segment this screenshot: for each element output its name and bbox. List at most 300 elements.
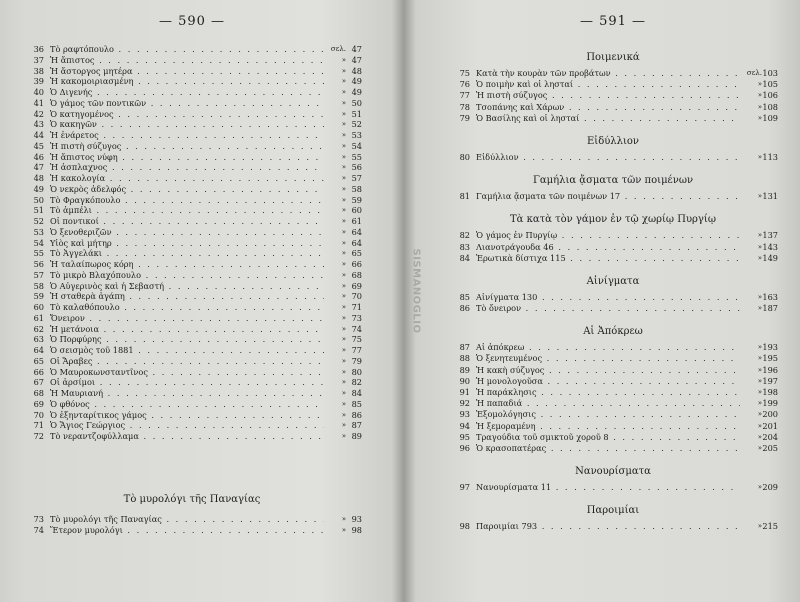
entry-title: Ὁ γάμος τῶν ποντικῶν . . . bbox=[50, 98, 324, 109]
toc-entry bbox=[22, 87, 362, 98]
page-prefix: » bbox=[757, 242, 762, 251]
entry-number: 58 bbox=[33, 280, 44, 291]
page-prefix: » bbox=[341, 163, 346, 172]
entry-number: 93 bbox=[459, 409, 470, 420]
toc-entry bbox=[448, 482, 778, 493]
entry-title: Τὸ ἀμπέλι . . . bbox=[50, 205, 324, 216]
page-prefix: » bbox=[757, 421, 762, 430]
entry-number: 62 bbox=[33, 323, 44, 334]
entry-page: 50 bbox=[351, 97, 362, 108]
toc-entry bbox=[448, 365, 778, 376]
toc-entry bbox=[22, 44, 362, 55]
entry-page: 86 bbox=[351, 409, 362, 420]
entry-page: 70 bbox=[351, 291, 362, 302]
entry-page: 137 bbox=[762, 230, 778, 241]
page-prefix: σελ. bbox=[746, 69, 762, 77]
entry-page: 196 bbox=[762, 364, 778, 375]
entry-page: 75 bbox=[351, 334, 362, 345]
entry-number: 85 bbox=[459, 291, 470, 302]
entry-page: 215 bbox=[762, 521, 778, 532]
section-heading: Γαμήλια ᾄσματα τῶν ποιμένων bbox=[532, 175, 694, 187]
entry-page: 93 bbox=[351, 514, 362, 524]
entry-page: 201 bbox=[762, 420, 778, 431]
entry-number: 91 bbox=[459, 387, 470, 397]
entry-number: 43 bbox=[33, 119, 44, 130]
entry-title: Τὸ νεραντζοφύλλαμα . . . bbox=[50, 431, 324, 442]
entry-title: Τὸ Ἀγγελάκι . . . bbox=[50, 248, 324, 259]
toc-entry bbox=[22, 55, 362, 66]
toc-entry bbox=[22, 388, 362, 399]
entry-number: 69 bbox=[33, 398, 44, 409]
entry-number: 51 bbox=[33, 205, 44, 216]
entry-number: 81 bbox=[459, 191, 470, 202]
entry-title: Ὁ ποιμὴν καὶ οἱ λησταί . . . bbox=[476, 79, 740, 90]
page-prefix: » bbox=[757, 483, 762, 492]
entry-number: 76 bbox=[459, 79, 470, 90]
entry-number: 37 bbox=[33, 54, 44, 65]
section-heading: Τὰ κατὰ τὸν γάμον ἐν τῷ χωρίῳ Πυργίῳ bbox=[510, 214, 716, 226]
entry-number: 48 bbox=[33, 173, 44, 183]
toc-entry bbox=[448, 398, 778, 409]
entry-page: 197 bbox=[762, 375, 778, 386]
entry-title: Ὁ Διγενής . . . bbox=[50, 87, 324, 98]
toc-entry bbox=[22, 216, 362, 227]
entry-title: Ὄνειρον . . . bbox=[50, 313, 324, 324]
page-number: — 591 — bbox=[579, 14, 647, 29]
entry-number: 78 bbox=[459, 101, 470, 112]
toc-entry bbox=[22, 141, 362, 152]
page-prefix: » bbox=[757, 152, 762, 161]
toc-entry bbox=[22, 313, 362, 324]
entry-title: Ὁ Αὐγερινὸς καὶ ἡ Σεβαστή . . . bbox=[50, 281, 324, 292]
page-prefix: » bbox=[757, 253, 762, 262]
entry-page: 64 bbox=[351, 237, 362, 248]
entry-title: Παροιμίαι 793 . . . bbox=[476, 521, 740, 532]
toc-entry bbox=[448, 376, 778, 387]
entry-page: 51 bbox=[351, 108, 362, 119]
toc-entry bbox=[22, 302, 362, 313]
entry-number: 50 bbox=[33, 194, 44, 205]
entry-title: Τὸ Φραγκόπουλο . . . bbox=[50, 195, 324, 206]
entry-title: Τὸ μυρολόγι τῆς Παναγίας . . . bbox=[50, 514, 324, 525]
entry-number: 41 bbox=[33, 97, 44, 108]
page-prefix: » bbox=[341, 410, 346, 419]
page-prefix: » bbox=[341, 131, 346, 139]
toc-entry bbox=[448, 292, 778, 303]
entry-page: 73 bbox=[351, 312, 362, 323]
page-prefix: » bbox=[341, 356, 346, 365]
page-prefix: » bbox=[757, 365, 762, 374]
entry-number: 40 bbox=[33, 87, 44, 97]
entry-title: Ἡ μετάνοια . . . bbox=[50, 324, 324, 335]
entry-page: 195 bbox=[762, 353, 778, 364]
page-prefix: » bbox=[341, 77, 346, 86]
toc-entry bbox=[448, 90, 778, 101]
entry-number: 61 bbox=[33, 312, 44, 323]
entry-page: 113 bbox=[762, 151, 778, 162]
entry-number: 71 bbox=[33, 420, 44, 431]
page-prefix: » bbox=[341, 292, 346, 301]
entry-title: Νανουρίσματα 11 . . . bbox=[476, 482, 740, 493]
entry-number: 88 bbox=[459, 353, 470, 364]
toc-entry bbox=[448, 432, 778, 443]
entry-page: 77 bbox=[351, 345, 362, 355]
entry-title: Οἱ ποντικοί . . . bbox=[50, 216, 324, 227]
entry-title: Ἡ Μαυριανή . . . bbox=[50, 388, 324, 399]
entry-title: Ὁ σεισμὸς τοῦ 1881 . . . bbox=[50, 345, 324, 356]
toc-entry bbox=[448, 79, 778, 90]
entry-page: 59 bbox=[351, 194, 362, 205]
toc-entry bbox=[22, 420, 362, 431]
entry-title: Λιανοτράγουδα 46 . . . bbox=[476, 242, 740, 253]
page-prefix: » bbox=[341, 378, 346, 387]
entry-title: Τσοπάνης καὶ Χάρων . . . bbox=[476, 102, 740, 113]
entry-page: 48 bbox=[351, 65, 362, 76]
toc-entry bbox=[22, 248, 362, 259]
toc-list bbox=[22, 44, 362, 442]
entry-title: Οἱ ἀρσίμοι . . . bbox=[50, 377, 324, 388]
toc-entry bbox=[22, 525, 362, 536]
entry-page: 106 bbox=[762, 90, 778, 101]
entry-page: 163 bbox=[762, 291, 778, 302]
entry-page: 199 bbox=[762, 398, 778, 409]
entry-title: Ἡ ταλαίπωρος κόρη . . . bbox=[50, 259, 324, 270]
toc-entry bbox=[22, 119, 362, 130]
toc-entry bbox=[448, 342, 778, 353]
entry-title: Ὁ Βασίλης καὶ οἱ λησταί . . . bbox=[476, 113, 740, 124]
page-prefix: » bbox=[341, 313, 346, 322]
entry-page: 52 bbox=[351, 119, 362, 130]
toc-entry bbox=[448, 68, 778, 79]
page-prefix: » bbox=[341, 184, 346, 193]
entry-number: 90 bbox=[459, 375, 470, 386]
entry-title: Τὸ μικρὸ Βλαχόπουλο . . . bbox=[50, 270, 324, 281]
library-stamp bbox=[401, 248, 422, 410]
entry-page: 84 bbox=[351, 388, 362, 398]
entry-page: 193 bbox=[762, 342, 778, 353]
toc-entry bbox=[22, 76, 362, 87]
page-prefix: » bbox=[757, 376, 762, 385]
entry-number: 46 bbox=[33, 151, 44, 162]
entry-page: 56 bbox=[351, 162, 362, 173]
entry-title: Ὁ κακηγῶν . . . bbox=[50, 119, 324, 130]
page-prefix: » bbox=[341, 195, 346, 204]
entry-number: 97 bbox=[459, 482, 470, 493]
page-prefix: » bbox=[757, 443, 762, 452]
toc-entry bbox=[448, 353, 778, 364]
entry-page: 69 bbox=[351, 280, 362, 291]
toc-entry bbox=[22, 514, 362, 525]
toc-entry bbox=[22, 109, 362, 120]
entry-page: 109 bbox=[762, 112, 778, 123]
entry-number: 52 bbox=[33, 216, 44, 226]
page-prefix: » bbox=[341, 270, 346, 279]
page-prefix: » bbox=[341, 515, 346, 523]
entry-page: 54 bbox=[351, 140, 362, 151]
entry-number: 95 bbox=[459, 431, 470, 442]
toc-entry bbox=[22, 152, 362, 163]
entry-page: 200 bbox=[762, 409, 778, 420]
entry-page: 61 bbox=[351, 216, 362, 226]
entry-title: Αἰνίγματα 130 . . . bbox=[476, 292, 740, 303]
entry-page: 53 bbox=[351, 130, 362, 140]
page-prefix: » bbox=[341, 98, 346, 107]
entry-number: 47 bbox=[33, 162, 44, 173]
entry-title: Ἡ παράκλησις . . . bbox=[476, 387, 740, 398]
entry-title: Ὁ γάμος ἐν Πυργίῳ . . . bbox=[476, 230, 740, 241]
page-prefix: » bbox=[341, 120, 346, 129]
entry-title: Ἐρωτικὰ δίστιχα 115 . . . bbox=[476, 253, 740, 264]
entry-number: 89 bbox=[459, 364, 470, 375]
page-prefix: » bbox=[341, 421, 346, 430]
entry-number: 96 bbox=[459, 442, 470, 453]
toc-entry bbox=[22, 162, 362, 173]
entry-page: 66 bbox=[351, 259, 362, 269]
page-prefix: » bbox=[341, 238, 346, 247]
entry-page: 108 bbox=[762, 101, 778, 112]
toc-entry bbox=[22, 431, 362, 442]
toc-entry bbox=[22, 356, 362, 367]
entry-title: Ὁ ξενοθεριζῶν . . . bbox=[50, 227, 324, 238]
page-prefix: » bbox=[757, 192, 762, 201]
entry-page: 65 bbox=[351, 248, 362, 259]
entry-number: 39 bbox=[33, 76, 44, 87]
entry-title: Γαμήλια ᾄσματα τῶν ποιμένων 17 . . . bbox=[476, 191, 740, 202]
entry-title: Κατὰ τὴν κουρὰν τῶν προβάτων . . . bbox=[476, 68, 740, 79]
page-prefix: » bbox=[341, 88, 346, 96]
entry-number: 55 bbox=[33, 248, 44, 259]
entry-title: Ὁ φθόνος . . . bbox=[50, 399, 324, 410]
toc-entry bbox=[22, 184, 362, 195]
entry-number: 60 bbox=[33, 302, 44, 312]
entry-title: Ὁ νεκρὸς ἀδελφός . . . bbox=[50, 184, 324, 195]
toc-entry bbox=[22, 270, 362, 281]
entry-title: Ὁ Ἅγιος Γεώργιος . . . bbox=[50, 420, 324, 431]
entry-title: Ἡ ἐνάρετος . . . bbox=[50, 130, 324, 141]
entry-title: Ἡ ἄστοργος μητέρα . . . bbox=[50, 66, 324, 77]
toc-entry bbox=[448, 443, 778, 454]
toc-entry bbox=[22, 399, 362, 410]
entry-title: Ἡ ἄπιστος νύφη . . . bbox=[50, 152, 324, 163]
entry-page: 87 bbox=[351, 420, 362, 431]
page-prefix: » bbox=[757, 388, 762, 396]
entry-number: 45 bbox=[33, 140, 44, 151]
entry-number: 36 bbox=[33, 44, 44, 54]
entry-number: 65 bbox=[33, 355, 44, 366]
section-heading: Αἱ Ἀπόκρεω bbox=[583, 326, 643, 338]
page-prefix: » bbox=[341, 141, 346, 150]
entry-page: 204 bbox=[762, 431, 778, 442]
toc-entry bbox=[448, 521, 778, 532]
entry-number: 66 bbox=[33, 366, 44, 377]
page-prefix: » bbox=[757, 343, 762, 352]
page-prefix: » bbox=[341, 281, 346, 290]
toc-entry bbox=[448, 152, 778, 163]
toc-entry bbox=[22, 130, 362, 141]
left-page bbox=[22, 0, 362, 602]
page-prefix: » bbox=[341, 109, 346, 118]
toc-entry bbox=[22, 173, 362, 184]
page-prefix: » bbox=[341, 206, 346, 215]
entry-page: 49 bbox=[351, 87, 362, 97]
entry-number: 63 bbox=[33, 334, 44, 345]
entry-page: 187 bbox=[762, 303, 778, 314]
page-prefix: » bbox=[757, 80, 762, 89]
entry-number: 73 bbox=[33, 514, 44, 524]
section-heading: Αἰνίγματα bbox=[586, 275, 640, 287]
entry-page: 60 bbox=[351, 205, 362, 216]
right-page bbox=[448, 0, 778, 602]
entry-number: 64 bbox=[33, 345, 44, 355]
toc-entry bbox=[22, 281, 362, 292]
toc-entry bbox=[448, 230, 778, 241]
entry-page: 58 bbox=[351, 183, 362, 194]
entry-title: Ἡ ξεμοραμένη . . . bbox=[476, 421, 740, 432]
section-gap bbox=[448, 533, 778, 539]
entry-number: 68 bbox=[33, 388, 44, 398]
toc-entry bbox=[22, 377, 362, 388]
entry-page: 68 bbox=[351, 269, 362, 280]
entry-title: Εἰδύλλιον . . . bbox=[476, 152, 740, 163]
entry-number: 59 bbox=[33, 291, 44, 302]
entry-page: 80 bbox=[351, 366, 362, 377]
entry-page: 82 bbox=[351, 377, 362, 388]
entry-title: Ὁ Μαυροκωνσταντῖνος . . . bbox=[50, 367, 324, 378]
entry-page: 89 bbox=[351, 431, 362, 441]
entry-page: 47 bbox=[351, 54, 362, 65]
page-prefix: » bbox=[757, 292, 762, 301]
page-prefix: » bbox=[341, 432, 346, 440]
section-heading: Νανουρίσματα bbox=[575, 466, 651, 478]
entry-number: 53 bbox=[33, 226, 44, 237]
toc-entry bbox=[22, 334, 362, 345]
entry-title: Τραγούδια τοῦ σμικτοῦ χοροῦ 8 . . . bbox=[476, 432, 740, 443]
page-prefix: » bbox=[757, 522, 762, 531]
page-prefix: » bbox=[757, 231, 762, 240]
toc-entry bbox=[22, 259, 362, 270]
entry-title: Ἡ κακομοιριασμένη . . . bbox=[50, 76, 324, 87]
entry-number: 75 bbox=[459, 68, 470, 78]
entry-number: 54 bbox=[33, 237, 44, 248]
entry-number: 72 bbox=[33, 431, 44, 441]
entry-number: 92 bbox=[459, 398, 470, 409]
entry-title: Τὸ ραφτόπουλο . . . bbox=[50, 44, 324, 55]
entry-number: 74 bbox=[33, 524, 44, 535]
watermark-text: SISMANOGLIO bbox=[410, 248, 422, 334]
entry-title: Υἱὸς καὶ μήτηρ . . . bbox=[50, 238, 324, 249]
entry-page: 105 bbox=[762, 79, 778, 90]
toc-entry bbox=[22, 410, 362, 421]
toc-entry bbox=[22, 291, 362, 302]
entry-number: 87 bbox=[459, 342, 470, 353]
page-prefix: » bbox=[341, 525, 346, 534]
entry-title: Ὁ κρασοπατέρας . . . bbox=[476, 443, 740, 454]
page-prefix: » bbox=[341, 174, 346, 182]
page-prefix: » bbox=[341, 227, 346, 236]
entry-title: Ὁ κατηγομένος . . . bbox=[50, 109, 324, 120]
page-prefix: » bbox=[341, 55, 346, 64]
entry-number: 38 bbox=[33, 65, 44, 76]
entry-title: Ὁ Πορφύρης . . . bbox=[50, 334, 324, 345]
page-prefix: » bbox=[341, 66, 346, 75]
page-prefix: » bbox=[757, 102, 762, 111]
entry-title: Ἡ κακολογία . . . bbox=[50, 173, 324, 184]
entry-title: Ἡ πιστὴ σύζυγος . . . bbox=[476, 90, 740, 101]
entry-title: Οἱ Ἄραβες . . . bbox=[50, 356, 324, 367]
entry-number: 80 bbox=[459, 151, 470, 162]
page-prefix: σελ. bbox=[330, 45, 346, 53]
page-prefix: » bbox=[341, 346, 346, 354]
entry-title: Ἡ μονολογοῦσα . . . bbox=[476, 376, 740, 387]
entry-page: 64 bbox=[351, 226, 362, 237]
entry-title: Ἡ ἀσπλαχνος . . . bbox=[50, 162, 324, 173]
entry-number: 86 bbox=[459, 303, 470, 314]
entry-number: 56 bbox=[33, 259, 44, 269]
toc-section bbox=[22, 488, 362, 536]
entry-page: 209 bbox=[762, 482, 778, 493]
entry-number: 94 bbox=[459, 420, 470, 431]
section-heading: Τὸ μυρολόγι τῆς Παναγίας bbox=[123, 494, 261, 505]
entry-title: Ἕτερον μυρολόγι . . . bbox=[50, 525, 324, 536]
entry-number: 70 bbox=[33, 409, 44, 420]
entry-page: 103 bbox=[762, 68, 778, 78]
entry-title: Ἡ σταθερὰ ἀγάπη . . . bbox=[50, 291, 324, 302]
entry-page: 49 bbox=[351, 76, 362, 87]
entry-page: 98 bbox=[351, 524, 362, 535]
entry-number: 42 bbox=[33, 108, 44, 119]
entry-title: Ἐξομολόγησις . . . bbox=[476, 409, 740, 420]
entry-page: 205 bbox=[762, 442, 778, 453]
entry-number: 57 bbox=[33, 269, 44, 280]
toc-entry bbox=[22, 195, 362, 206]
toc-entry bbox=[448, 102, 778, 113]
entry-page: 47 bbox=[351, 44, 362, 54]
entry-title: Ἡ κακὴ σύζυγος . . . bbox=[476, 365, 740, 376]
entry-number: 82 bbox=[459, 230, 470, 241]
section-heading: Εἰδύλλιον bbox=[586, 135, 640, 147]
toc-entry bbox=[448, 253, 778, 264]
toc-entry bbox=[22, 98, 362, 109]
page-prefix: » bbox=[341, 399, 346, 408]
toc-entry bbox=[22, 324, 362, 335]
page-prefix: » bbox=[757, 354, 762, 363]
toc-entry bbox=[448, 421, 778, 432]
page-prefix: » bbox=[757, 304, 762, 313]
entry-number: 67 bbox=[33, 377, 44, 388]
page-prefix: » bbox=[341, 260, 346, 268]
toc-entry bbox=[448, 387, 778, 398]
entry-page: 79 bbox=[351, 355, 362, 366]
section-heading: Παροιμίαι bbox=[586, 505, 640, 517]
entry-page: 143 bbox=[762, 241, 778, 252]
toc-entry bbox=[22, 227, 362, 238]
entry-page: 74 bbox=[351, 323, 362, 334]
toc-entry bbox=[22, 345, 362, 356]
toc-entry bbox=[448, 242, 778, 253]
entry-page: 198 bbox=[762, 387, 778, 397]
toc-entry bbox=[22, 238, 362, 249]
entry-page: 149 bbox=[762, 252, 778, 263]
entry-page: 71 bbox=[351, 302, 362, 312]
entry-page: 131 bbox=[762, 191, 778, 202]
page-prefix: » bbox=[341, 389, 346, 397]
toc-list bbox=[448, 46, 778, 539]
entry-title: Τὸ ὄνειρον . . . bbox=[476, 303, 740, 314]
section-heading: Ποιμενικά bbox=[586, 52, 640, 63]
entry-title: Ἡ πιστὴ σύζυγος . . . bbox=[50, 141, 324, 152]
page-prefix: » bbox=[757, 91, 762, 100]
entry-page: 55 bbox=[351, 151, 362, 162]
